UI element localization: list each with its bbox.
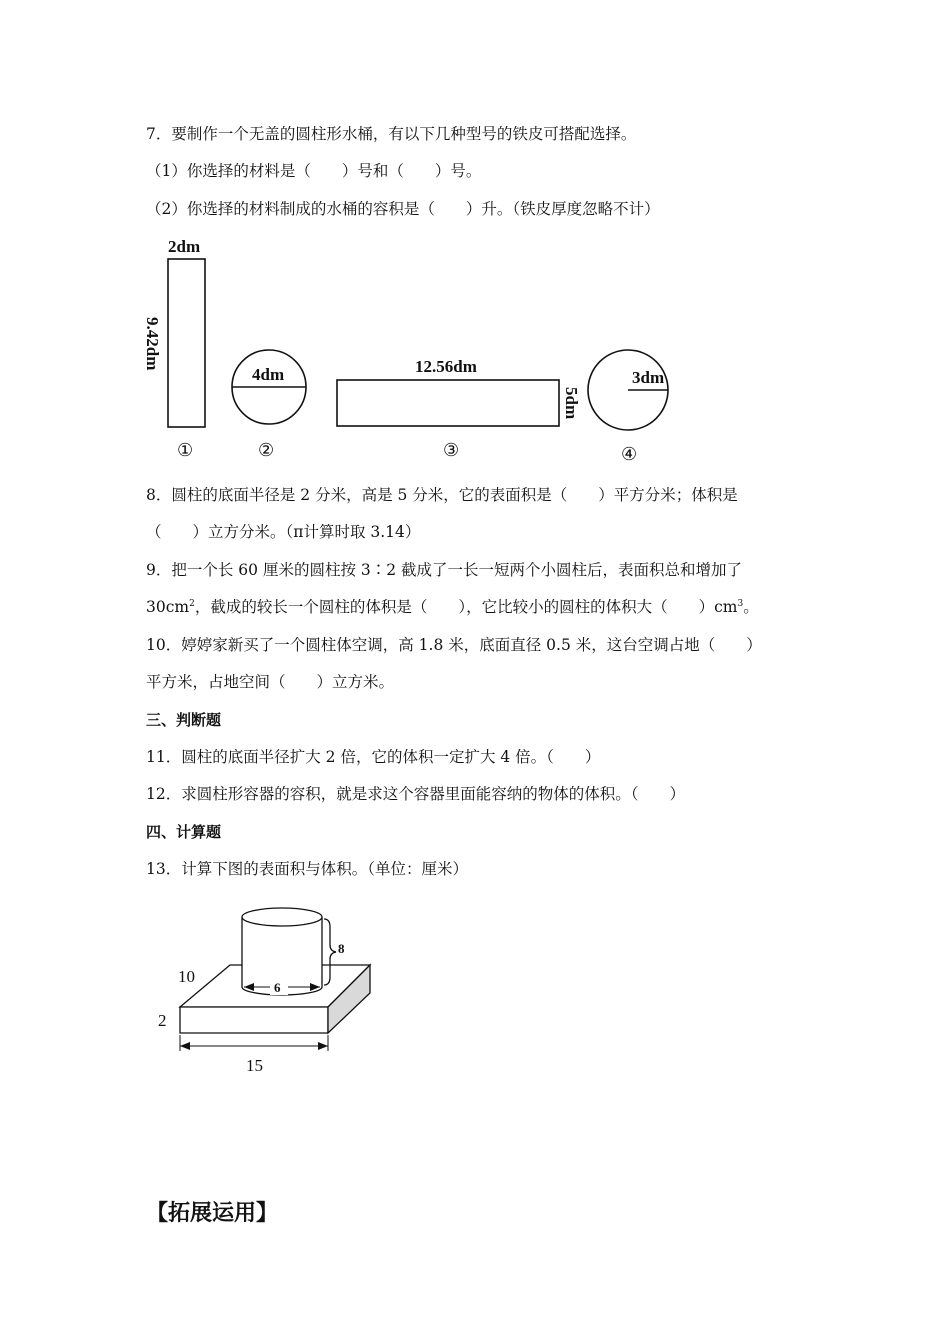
cylinder-diameter-label: 6 [274, 980, 281, 995]
q9-line2-text: ，截成的较长一个圆柱的体积是（ ），它比较小的圆柱的体积大（ ）cm [194, 598, 738, 616]
shape3-length-label: 12.56dm [415, 357, 477, 376]
q8-line1: 8．圆柱的底面半径是 2 分米，高是 5 分米，它的表面积是（ ）平方分米；体积是 [146, 486, 738, 504]
length-arrow-right [318, 1042, 328, 1050]
box-length-label: 15 [246, 1056, 263, 1075]
shape4-radius-label: 3dm [632, 368, 665, 387]
shape4-number: ④ [621, 444, 638, 464]
extension-heading: 【拓展运用】 [146, 1201, 279, 1226]
q9-line2-end: 。 [743, 598, 759, 616]
length-arrow-left [180, 1042, 190, 1050]
shape1-height-label: 9.42dm [143, 317, 162, 371]
q7-figure [130, 232, 670, 468]
q12: 12．求圆柱形容器的容积，就是求这个容器里面能容纳的物体的体积。（ ） [146, 785, 685, 803]
section4-heading: 四、计算题 [146, 823, 222, 841]
shape3-width-label: 5dm [562, 387, 581, 420]
q8-line2: （ ）立方分米。（π计算时取 3.14） [146, 523, 421, 541]
q9-volume-unit-sup: 3 [737, 598, 744, 609]
q7-title: 7．要制作一个无盖的圆柱形水桶，有以下几种型号的铁皮可搭配选择。 [146, 125, 637, 143]
q7-part2: （2）你选择的材料制成的水桶的容积是（ ）升。（铁皮厚度忽略不计） [146, 200, 660, 218]
shape1-rect [168, 259, 205, 427]
cylinder-top [242, 908, 322, 926]
section3-heading: 三、判断题 [146, 711, 222, 729]
q10-line2: 平方米，占地空间（ ）立方米。 [146, 673, 395, 691]
box-height-label: 2 [158, 1011, 167, 1030]
q7-part1: （1）你选择的材料是（ ）号和（ ）号。 [146, 162, 482, 180]
q9-line1: 9．把一个长 60 厘米的圆柱按 3∶2 截成了一长一短两个小圆柱后，表面积总和增加了 [146, 561, 743, 579]
shape2-number: ② [258, 440, 275, 460]
shape3-rect [337, 380, 559, 426]
q10-line1: 10．婷婷家新买了一个圆柱体空调，高 1.8 米，底面直径 0.5 米，这台空调占地（ ） [146, 636, 762, 654]
q9-line2 [146, 597, 759, 617]
q9-area-unit-sup: 2 [189, 598, 195, 609]
q11: 11．圆柱的底面半径扩大 2 倍，它的体积一定扩大 4 倍。（ ） [146, 748, 601, 766]
cylinder-height-label: 8 [338, 941, 345, 956]
q13-figure [150, 895, 390, 1080]
q13-text: 13．计算下图的表面积与体积。（单位：厘米） [146, 860, 468, 878]
box-front-face [180, 1007, 328, 1033]
shape1-width-label: 2dm [168, 237, 201, 256]
shape1-number: ① [177, 440, 194, 460]
shape2-diameter-label: 4dm [252, 365, 285, 384]
box-width-label: 10 [178, 967, 195, 986]
q9-area-value: 30cm [146, 598, 190, 616]
shape3-number: ③ [443, 440, 460, 460]
